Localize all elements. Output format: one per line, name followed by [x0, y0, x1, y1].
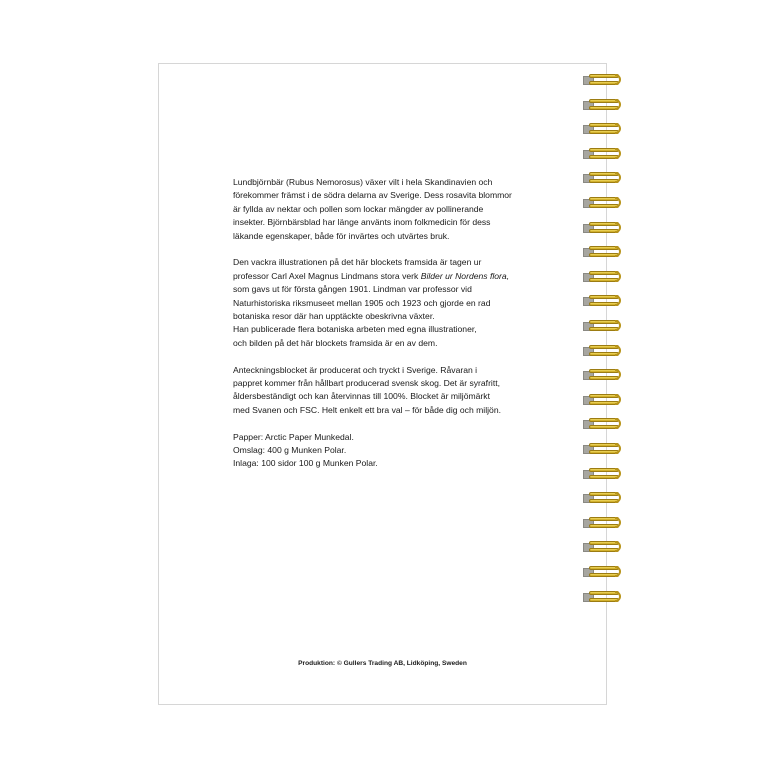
spiral-coil	[583, 417, 623, 431]
wire-loop	[615, 345, 621, 356]
wire-loop	[615, 517, 621, 528]
spiral-coil	[583, 540, 623, 554]
paragraph-blackberry: Lundbjörnbär (Rubus Nemorosus) växer vilt i hela Skandinavien och förekommer främst i de södra delarna av Sverige. Dess rosavita blommor är fyllda av nektar och pollen som lockar mängder av pollinerande insekter. Björnbärsblad har länge använts inom folkmedicin för dess läkande egenskaper, både för invärtes och utvärtes bruk.	[233, 177, 512, 241]
paragraph-illustration	[233, 256, 573, 350]
spiral-coil	[583, 319, 623, 333]
paragraph-production: Anteckningsblocket är producerat och tryckt i Sverige. Råvaran i pappret kommer från hållbart producerad svensk skog. Det är syrafritt, åldersbeständigt och kan återvinnas till 100%. Blocket är miljömärkt med Svanen och FSC. Helt enkelt ett bra val – för både dig och miljön.	[233, 364, 501, 415]
spiral-coil	[583, 98, 623, 112]
book-title: Bilder ur Nordens flora,	[420, 270, 510, 281]
spiral-coil	[583, 565, 623, 579]
wire-loop	[615, 197, 621, 208]
spiral-binding	[583, 73, 623, 703]
description-text	[233, 176, 573, 484]
wire-loop	[615, 443, 621, 454]
spiral-coil	[583, 245, 623, 259]
spiral-coil	[583, 171, 623, 185]
spiral-coil	[583, 393, 623, 407]
wire-loop	[615, 123, 621, 134]
wire-loop	[615, 369, 621, 380]
spiral-coil	[583, 516, 623, 530]
wire-loop	[615, 271, 621, 282]
spiral-coil	[583, 122, 623, 136]
spiral-coil	[583, 73, 623, 87]
spiral-coil	[583, 196, 623, 210]
wire-loop	[615, 99, 621, 110]
wire-loop	[615, 172, 621, 183]
wire-loop	[615, 246, 621, 257]
spiral-coil	[583, 442, 623, 456]
spiral-coil	[583, 368, 623, 382]
wire-loop	[615, 591, 621, 602]
notebook-back-cover	[158, 63, 607, 705]
spiral-coil	[583, 590, 623, 604]
wire-loop	[615, 418, 621, 429]
wire-loop	[615, 74, 621, 85]
spiral-coil	[583, 491, 623, 505]
spiral-coil	[583, 294, 623, 308]
wire-loop	[615, 222, 621, 233]
spiral-coil	[583, 221, 623, 235]
wire-loop	[615, 468, 621, 479]
illustration-text-end: som gavs ut för första gången 1901. Lindman var professor vid Naturhistoriska riksmuseet mellan 1905 och 1923 och gjorde en rad botaniska resor där han upptäckte obeskrivna växter. Han publicerade flera botaniska arbeten med egna illustrationer, och bilden på det här blockets framsida är en av dem.	[233, 284, 491, 348]
spiral-coil	[583, 270, 623, 284]
production-credit: Produktion: © Gullers Trading AB, Lidköping, Sweden	[298, 660, 467, 667]
wire-loop	[615, 541, 621, 552]
spiral-coil	[583, 344, 623, 358]
paragraph-paper-specs: Papper: Arctic Paper Munkedal. Omslag: 400 g Munken Polar. Inlaga: 100 sidor 100 g Munken Polar.	[233, 431, 378, 469]
wire-loop	[615, 148, 621, 159]
wire-loop	[615, 566, 621, 577]
illustration-text-start: Den vackra illustrationen på det här blockets framsida är tagen ur professor Carl Axel Magnus Lindmans stora verk	[233, 257, 482, 281]
wire-loop	[615, 492, 621, 503]
wire-loop	[615, 394, 621, 405]
wire-loop	[615, 320, 621, 331]
spiral-coil	[583, 147, 623, 161]
wire-loop	[615, 295, 621, 306]
spiral-coil	[583, 467, 623, 481]
